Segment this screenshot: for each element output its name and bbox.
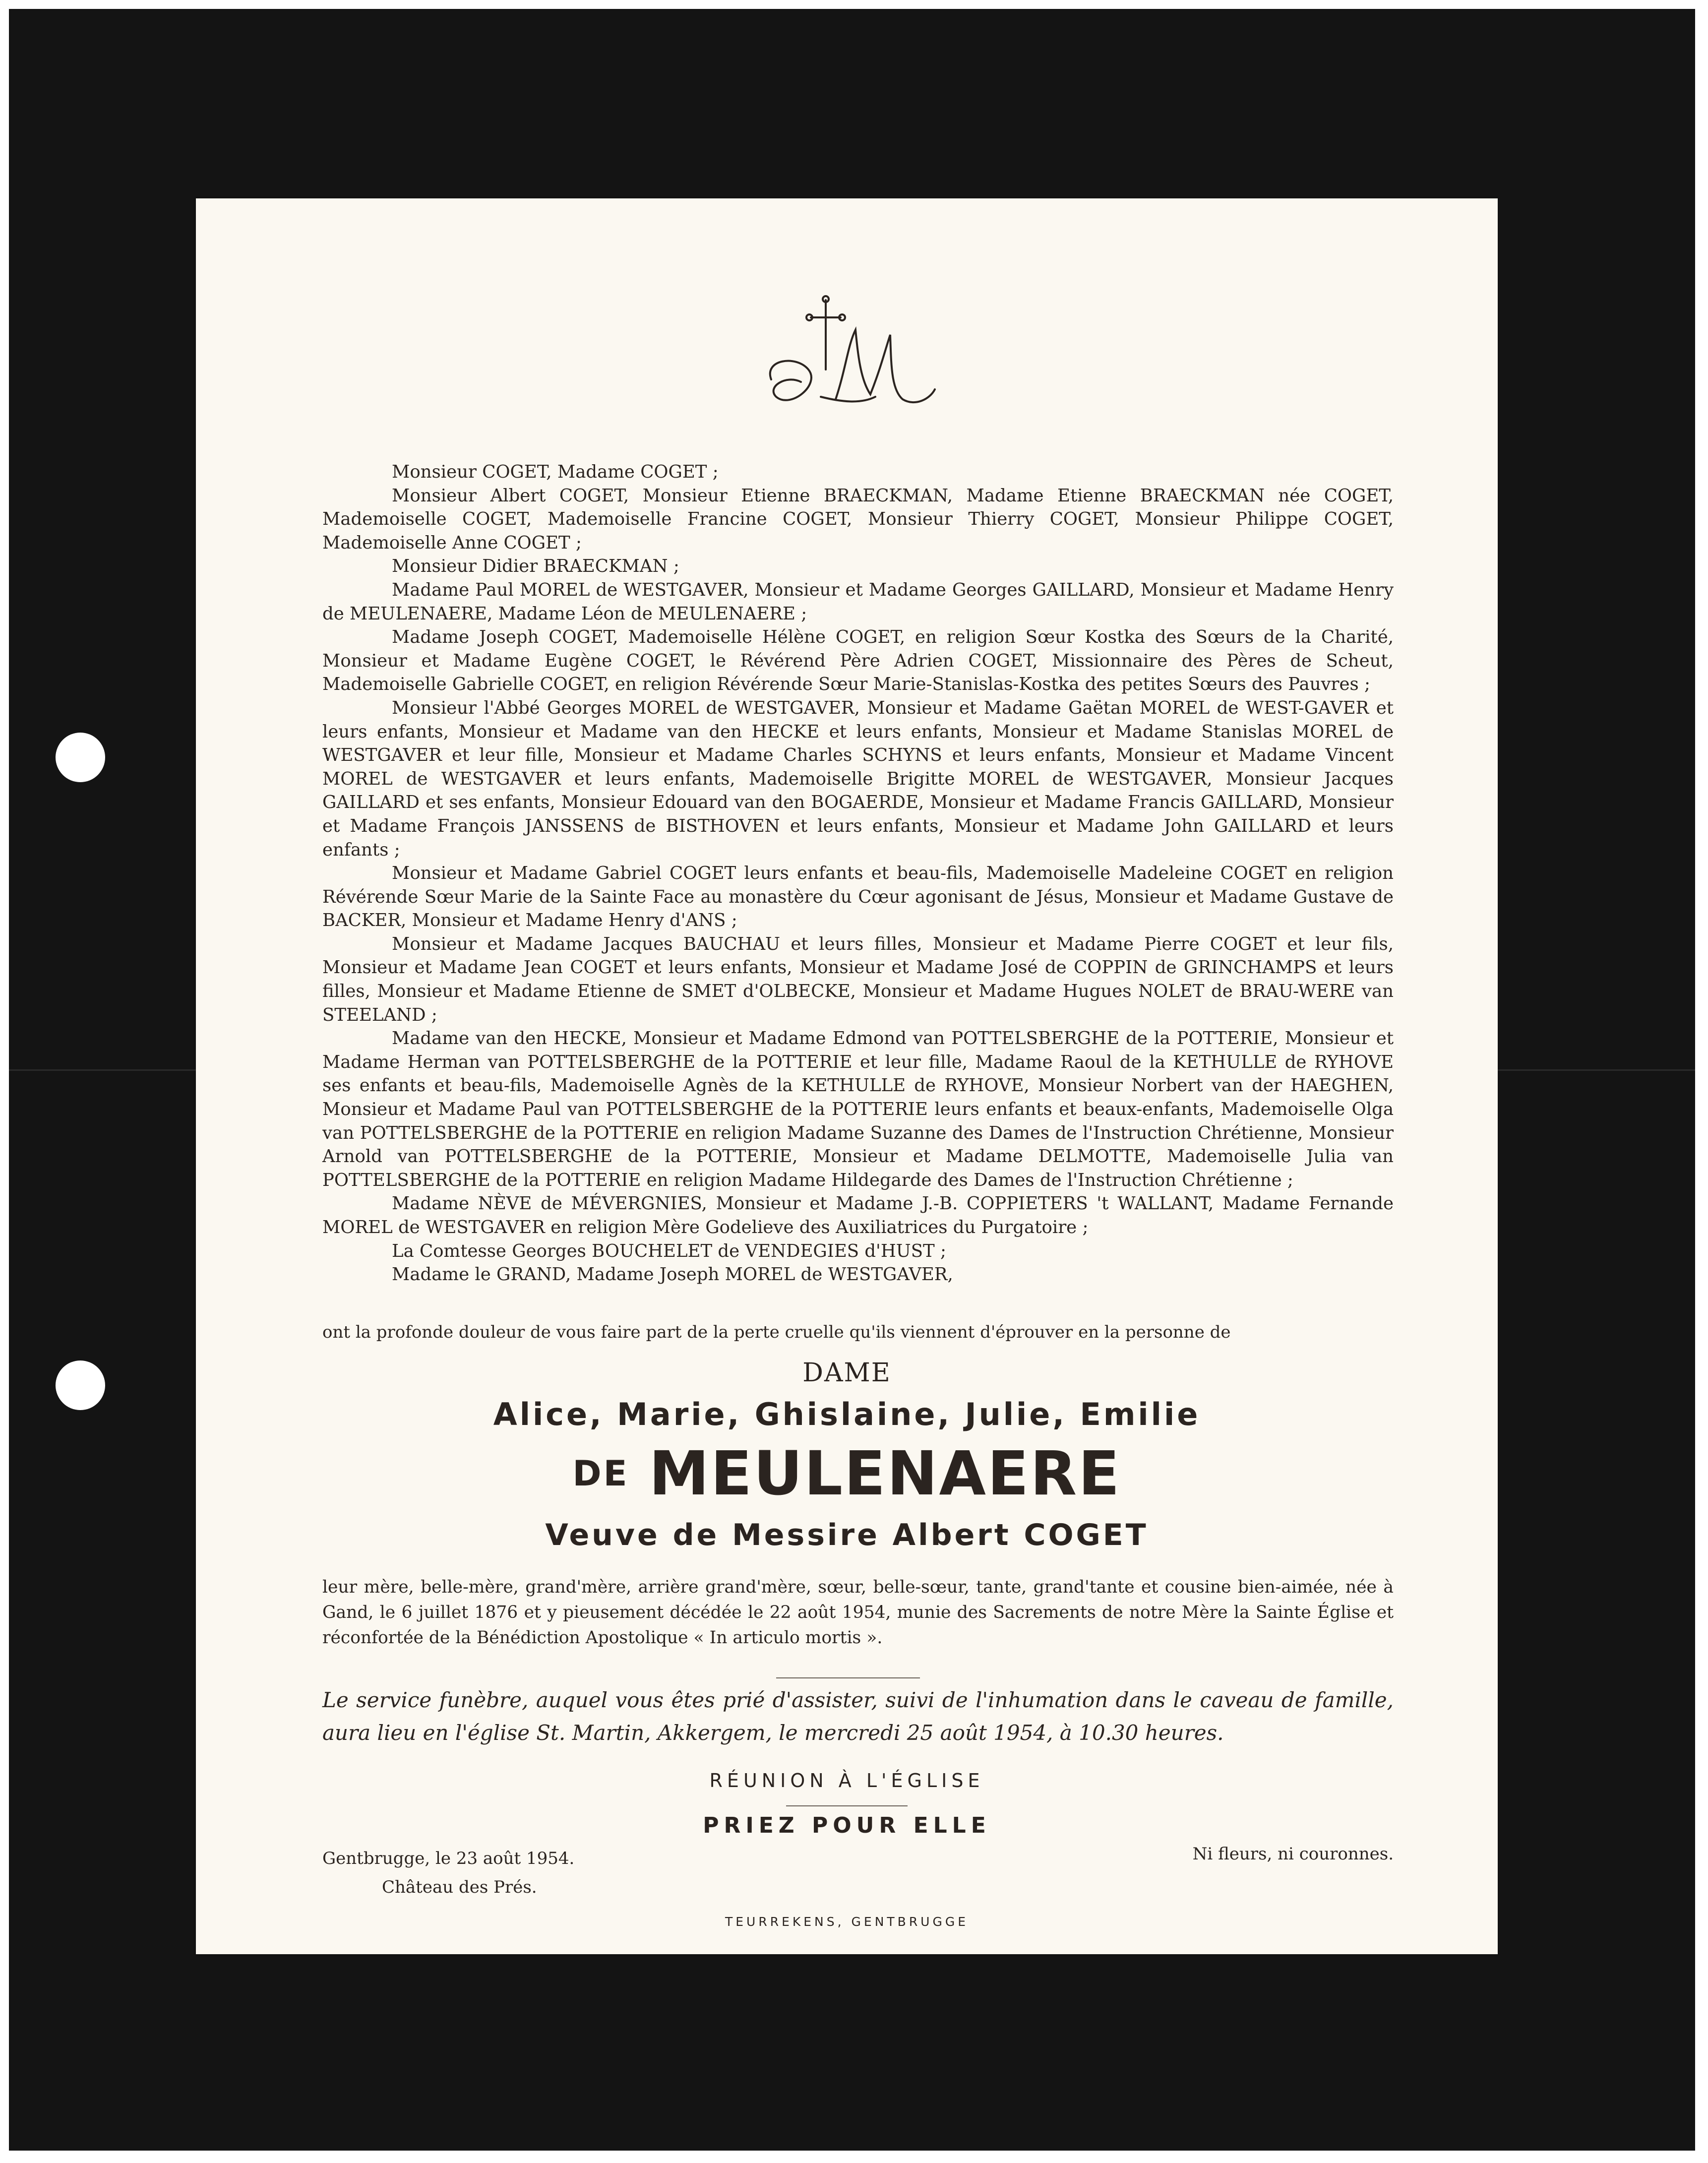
mourner-paragraph: Madame Paul MOREL de WESTGAVER, Monsieur et Madame Georges GAILLARD, Monsieur et Madame Henry de MEULENAERE, Madame Léon de MEULENAERE ; (322, 579, 1394, 624)
funeral-service-info: Le service funèbre, auquel vous êtes prié d'assister, suivi de l'inhumation dans le caveau de famille, aura lieu en l'église St. Martin, Akkergem, le mercredi 25 août 1954, à 10.30 heures. (322, 1688, 1394, 1745)
place-and-date (322, 1844, 574, 1902)
mourners-list (322, 460, 1394, 1287)
mourner-paragraph: Monsieur l'Abbé Georges MOREL de WESTGAVER, Monsieur et Madame Gaëtan MOREL de WEST-GAVER et leurs enfants, Monsieur et Madame van den HECKE et leurs enfants, Monsieur et Madame Stanislas MOREL de WESTGAVER et leur fille, Monsieur et Madame Charles SCHYNS et leurs enfants, Monsieur et Madame Vincent MOREL de WESTGAVER et leurs enfants, Mademoiselle Brigitte MOREL de WESTGAVER, Monsieur Jacques GAILLARD et ses enfants, Monsieur Edouard van den BOGAERDE, Monsieur et Madame Francis GAILLARD, Monsieur et Madame François JANSSENS de BISTHOVEN et leurs enfants, Monsieur et Madame John GAILLARD et leurs enfants ; (322, 697, 1394, 860)
punch-hole-upper (56, 733, 105, 782)
place-date-line: Gentbrugge, le 23 août 1954. (322, 1849, 575, 1868)
deceased-title: DAME (802, 1358, 891, 1388)
cross-monogram-icon (761, 295, 950, 424)
widow-of: Veuve de Messire Albert COGET (545, 1518, 1149, 1552)
mourner-paragraph: Madame le GRAND, Madame Joseph MOREL de WESTGAVER, (392, 1264, 953, 1285)
deceased-given-names: Alice, Marie, Ghislaine, Julie, Emilie (493, 1396, 1201, 1432)
mourner-paragraph: Madame NÈVE de MÉVERGNIES, Monsieur et Madame J.-B. COPPIETERS 't WALLANT, Madame Fernande MOREL de WESTGAVER en religion Mère Godelieve des Auxiliatrices du Purgatoire ; (322, 1193, 1394, 1237)
deceased-description: leur mère, belle-mère, grand'mère, arrière grand'mère, sœur, belle-sœur, tante, grand'tante et cousine bien-aimée, née à Gand, le 6 juillet 1876 et y pieusement décédée le 22 août 1954, munie des Sacrements de notre Mère la Sainte Église et réconfortée de la Bénédiction Apostolique « In articulo mortis ». (322, 1577, 1394, 1648)
mourner-paragraph: Monsieur Albert COGET, Monsieur Etienne BRAECKMAN, Madame Etienne BRAECKMAN née COGET, Mademoiselle COGET, Mademoiselle Francine COGET, Monsieur Thierry COGET, Monsieur Philippe COGET, Mademoiselle Anne COGET ; (322, 485, 1394, 553)
mourner-paragraph: Monsieur Didier BRAECKMAN ; (392, 556, 679, 577)
mourner-paragraph: Madame van den HECKE, Monsieur et Madame Edmond van POTTELSBERGHE de la POTTERIE, Monsieur et Madame Herman van POTTELSBERGHE de la POTTERIE et leur fille, Madame Raoul de la KETHULLE de RYHOVE ses enfants et beau-fils, Mademoiselle Agnès de la KETHULLE de RYHOVE, Monsieur Norbert van der HAEGHEN, Monsieur et Madame Paul van POTTELSBERGHE de la POTTERIE leurs enfants et beaux-enfants, Mademoiselle Olga van POTTELSBERGHE de la POTTERIE en religion Madame Suzanne des Dames de l'Instruction Chrétienne, Monsieur Arnold van POTTELSBERGHE de la POTTERIE, Monsieur et Madame DELMOTTE, Mademoiselle Julia van POTTELSBERGHE de la POTTERIE en religion Madame Hildegarde des Dames de l'Instruction Chrétienne ; (322, 1028, 1394, 1190)
reunion-notice: RÉUNION À L'ÉGLISE (709, 1770, 984, 1792)
mourner-paragraph: Monsieur COGET, Madame COGET ; (392, 462, 719, 482)
prayer-line: PRIEZ POUR ELLE (703, 1813, 991, 1838)
deceased-surname: MEULENAERE (649, 1438, 1121, 1509)
divider-rule (786, 1805, 908, 1806)
deceased-surname-block (196, 1438, 1498, 1509)
no-flowers-note: Ni fleurs, ni couronnes. (1192, 1844, 1394, 1864)
surname-prefix: DE (572, 1453, 629, 1494)
mourner-paragraph: Monsieur et Madame Jacques BAUCHAU et leurs filles, Monsieur et Madame Pierre COGET et leur fils, Monsieur et Madame Jean COGET et leurs enfants, Monsieur et Madame José de COPPIN de GRINCHAMPS et leurs filles, Monsieur et Madame Etienne de SMET d'OLBECKE, Monsieur et Madame Hugues NOLET de BRAU-WERE van STEELAND ; (322, 933, 1394, 1025)
mourner-paragraph: La Comtesse Georges BOUCHELET de VENDEGIES d'HUST ; (392, 1240, 946, 1261)
printer-credit: TEURREKENS, GENTBRUGGE (725, 1915, 969, 1929)
punch-hole-lower (56, 1360, 105, 1410)
announcement-intro: ont la profonde douleur de vous faire part de la perte cruelle qu'ils viennent d'éprouver en la personne de (322, 1322, 1231, 1342)
mourner-paragraph: Madame Joseph COGET, Mademoiselle Hélène COGET, en religion Sœur Kostka des Sœurs de la Charité, Monsieur et Madame Eugène COGET, le Révérend Père Adrien COGET, Missionnaire des Pères de Scheut, Mademoiselle Gabrielle COGET, en religion Révérende Sœur Marie-Stanislas-Kostka des petites Sœurs des Pauvres ; (322, 627, 1394, 695)
death-notice-card (196, 198, 1498, 1954)
residence-line: Château des Prés. (382, 1877, 537, 1897)
divider-rule (776, 1677, 920, 1678)
mourner-paragraph: Monsieur et Madame Gabriel COGET leurs enfants et beau-fils, Mademoiselle Madeleine COGET en religion Révérende Sœur Marie de la Sainte Face au monastère du Cœur agonisant de Jésus, Monsieur et Madame Gustave de BACKER, Monsieur et Madame Henry d'ANS ; (322, 863, 1394, 931)
